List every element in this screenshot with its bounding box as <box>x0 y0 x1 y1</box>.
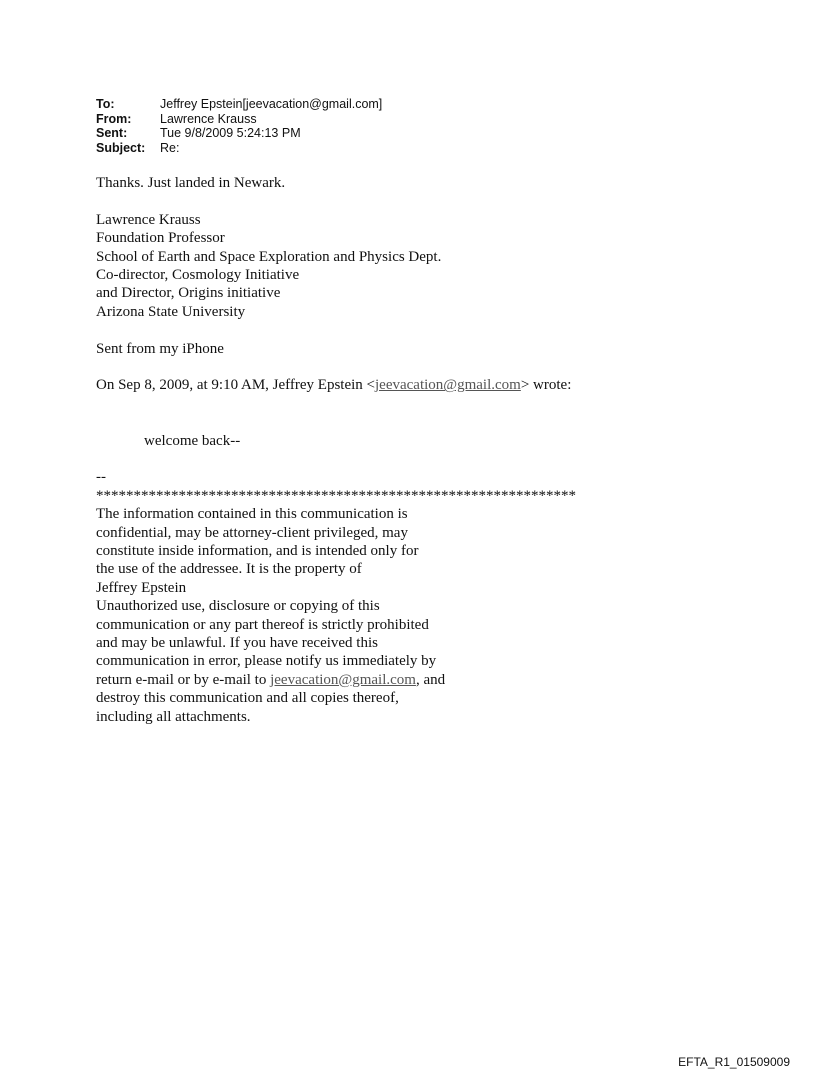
disclaimer-line: the use of the addressee. It is the property of <box>96 561 362 578</box>
disclaimer-link-line <box>96 671 716 689</box>
signature-line: Foundation Professor <box>96 230 225 247</box>
disclaimer-block <box>96 505 716 726</box>
email-body <box>96 174 716 726</box>
to-label: To: <box>96 97 115 111</box>
signature-line: Lawrence Krauss <box>96 211 201 228</box>
disclaimer-line: Unauthorized use, disclosure or copying of this <box>96 598 380 615</box>
email-header <box>96 97 382 155</box>
message-text: Thanks. Just landed in Newark. <box>96 175 286 191</box>
reply-intro-prefix: On Sep 8, 2009, at 9:10 AM, Jeffrey Epstein < <box>96 377 375 394</box>
disclaimer-line: and may be unlawful. If you have received this <box>96 635 378 652</box>
reply-email-link[interactable]: jeevacation@gmail.com <box>375 377 521 394</box>
signature-line: Arizona State University <box>96 303 246 320</box>
to-value: Jeffrey Epstein[jeevacation@gmail.com] <box>160 97 383 111</box>
signature-line: School of Earth and Space Exploration and Physics Dept. <box>96 248 442 265</box>
disclaimer-email-link[interactable]: jeevacation@gmail.com <box>270 671 416 688</box>
header-from-row <box>96 112 382 127</box>
asterisk-divider: **************************************************************** <box>96 487 576 504</box>
reply-intro <box>96 376 716 394</box>
document-id: EFTA_R1_01509009 <box>678 1055 790 1069</box>
from-label: From: <box>96 111 132 126</box>
disclaimer-line: confidential, may be attorney-client privileged, may <box>96 524 408 541</box>
subject-value: Re: <box>160 140 180 155</box>
from-value: Lawrence Krauss <box>160 111 257 126</box>
signature-dashes: -- <box>96 469 106 486</box>
disclaimer-link-prefix: return e-mail or by e-mail to <box>96 671 271 688</box>
disclaimer-line: including all attachments. <box>96 708 251 725</box>
quoted-message: welcome back-- <box>144 432 241 449</box>
disclaimer-line: communication in error, please notify us immediately by <box>96 653 437 670</box>
disclaimer-line: communication or any part thereof is strictly prohibited <box>96 616 429 633</box>
subject-label: Subject: <box>96 140 146 155</box>
header-subject-row <box>96 141 382 156</box>
sent-label: Sent: <box>96 126 128 140</box>
disclaimer-line: constitute inside information, and is intended only for <box>96 543 419 560</box>
signature-line: and Director, Origins initiative <box>96 285 281 302</box>
sent-value: Tue 9/8/2009 5:24:13 PM <box>160 126 301 140</box>
reply-intro-suffix: > wrote: <box>520 377 572 394</box>
header-sent-row <box>96 126 382 141</box>
signature-line: Co-director, Cosmology Initiative <box>96 267 300 284</box>
disclaimer-link-suffix: , and <box>415 671 446 688</box>
disclaimer-line: destroy this communication and all copies thereof, <box>96 690 399 707</box>
disclaimer-line: The information contained in this communication is <box>96 506 408 523</box>
signature-block <box>96 211 716 321</box>
sent-from-text: Sent from my iPhone <box>96 340 224 357</box>
disclaimer-line: Jeffrey Epstein <box>96 579 187 596</box>
header-to-row <box>96 97 382 112</box>
